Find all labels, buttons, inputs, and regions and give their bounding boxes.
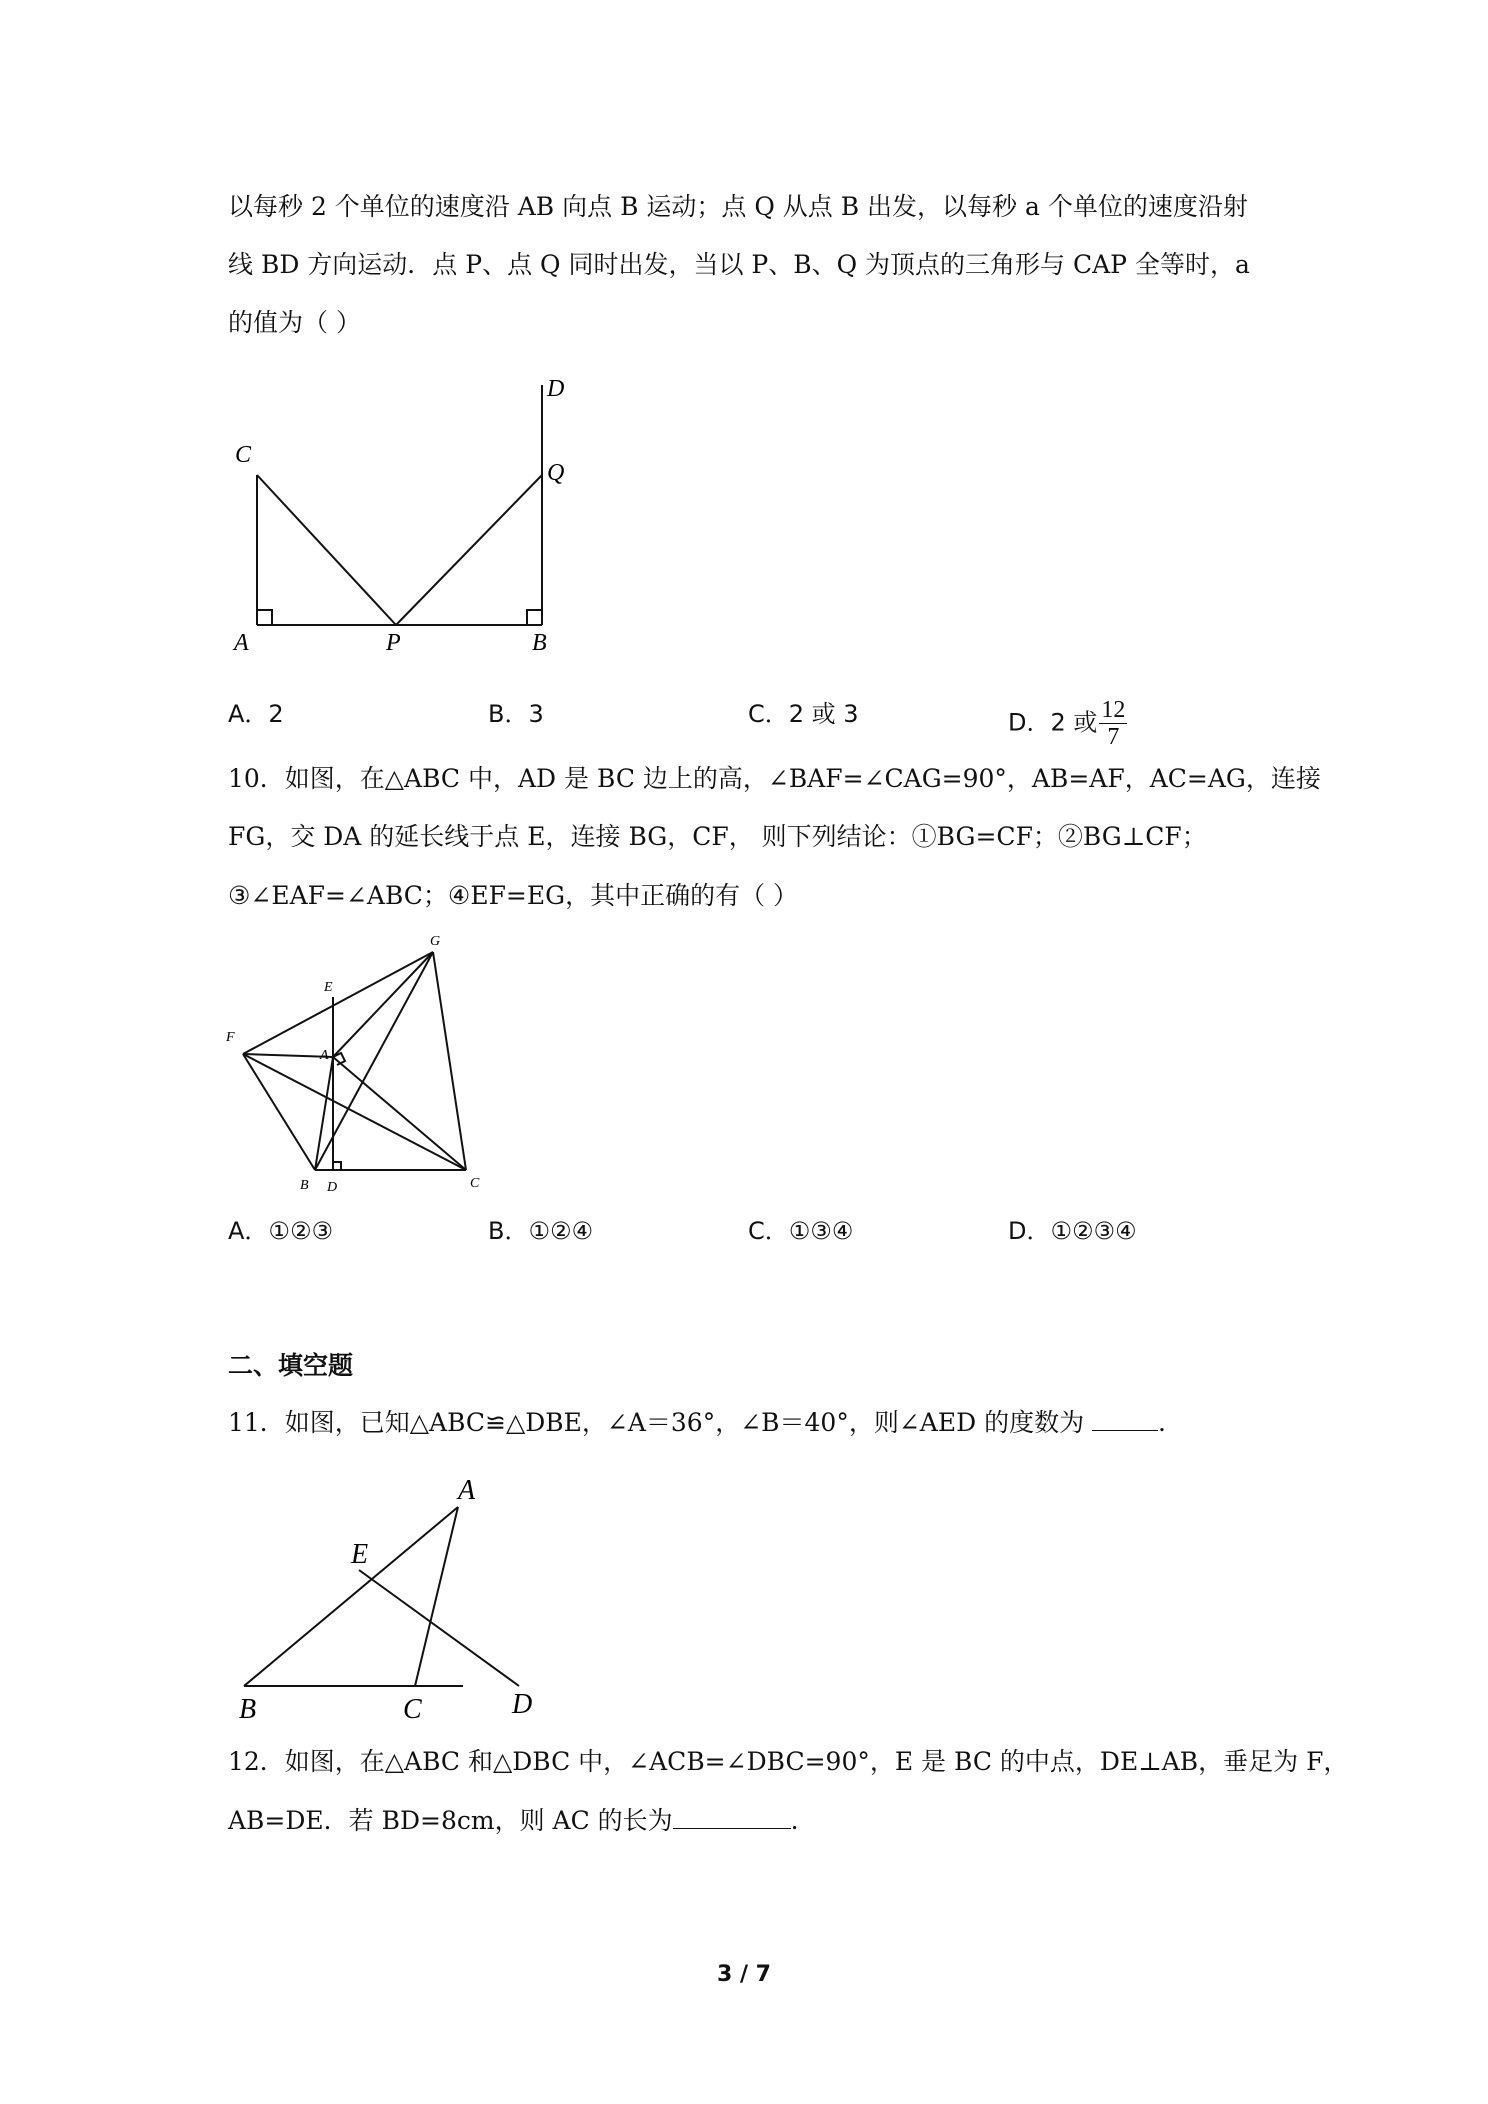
q9-option-a[interactable]: A．2 <box>228 700 284 728</box>
q11-label-C: C <box>403 1694 422 1725</box>
q10-label-F: F <box>226 1030 235 1045</box>
q9-label-C: C <box>235 442 252 468</box>
q10-figure <box>220 925 490 1195</box>
page-number: 3 / 7 <box>717 1962 771 1987</box>
q9-label-Q: Q <box>547 460 565 486</box>
q9-label-A: A <box>234 630 249 656</box>
q10-label-E: E <box>324 980 333 995</box>
q10-option-a[interactable]: A．①②③ <box>228 1217 333 1245</box>
q10-option-b[interactable]: B．①②④ <box>488 1217 594 1245</box>
q11-answer-blank[interactable] <box>1092 1408 1158 1431</box>
q9-label-D: D <box>547 376 565 402</box>
section-heading-fill-blank: 二、填空题 <box>228 1351 354 1380</box>
q12-line-1: 12．如图，在△ABC 和△DBC 中，∠ACB=∠DBC=90°，E 是 BC 的中点，DE⊥AB，垂足为 F， <box>228 1747 1349 1776</box>
q11-label-B: B <box>239 1694 257 1725</box>
q9-figure <box>220 370 600 660</box>
q10-label-C: C <box>470 1176 480 1191</box>
q10-label-A: A <box>320 1048 329 1063</box>
q9-label-B: B <box>532 630 547 656</box>
q9-label-P: P <box>386 630 401 656</box>
q10-label-D: D <box>327 1180 338 1195</box>
q10-line-2: FG，交 DA 的延长线于点 E，连接 BG，CF， 则下列结论：①BG=CF；②BG⊥CF； <box>228 822 1207 851</box>
q10-label-G: G <box>430 934 441 949</box>
q10-line-3: ③∠EAF=∠ABC；④EF=EG，其中正确的有（ ） <box>228 881 799 910</box>
q12-answer-blank[interactable] <box>673 1806 791 1829</box>
q9-line-1: 以每秒 2 个单位的速度沿 AB 向点 B 运动；点 Q 从点 B 出发，以每秒 a 个单位的速度沿射 <box>228 192 1248 221</box>
q9-option-d-fraction: $\frac{12}{7}$ <box>1101 697 1126 750</box>
q11-label-A: A <box>458 1475 476 1506</box>
q11-figure <box>225 1465 555 1725</box>
q11-label-E: E <box>351 1539 369 1570</box>
q9-line-3: 的值为（ ） <box>228 308 361 337</box>
q9-option-c[interactable]: C．2 或 3 <box>748 700 859 728</box>
q11-line-1: 11．如图，已知△ABC≌△DBE，∠A＝36°，∠B＝40°，则∠AED 的度数为 . <box>228 1408 1166 1437</box>
q10-label-B: B <box>300 1178 309 1193</box>
q9-line-2: 线 BD 方向运动．点 P、点 Q 同时出发，当以 P、B、Q 为顶点的三角形与 CAP 全等时，a <box>228 250 1250 279</box>
q10-line-1: 10．如图，在△ABC 中，AD 是 BC 边上的高，∠BAF=∠CAG=90°，AB=AF，AC=AG，连接 <box>228 764 1321 793</box>
q10-option-d[interactable]: D．①②③④ <box>1008 1217 1137 1245</box>
q11-label-D: D <box>512 1689 533 1720</box>
q12-line-2: AB=DE．若 BD=8cm，则 AC 的长为 . <box>228 1806 799 1835</box>
q9-option-b[interactable]: B．3 <box>488 700 544 728</box>
q10-option-c[interactable]: C．①③④ <box>748 1217 854 1245</box>
q9-option-d[interactable]: D．2 或 $\frac{12}{7}$ <box>1008 697 1126 750</box>
